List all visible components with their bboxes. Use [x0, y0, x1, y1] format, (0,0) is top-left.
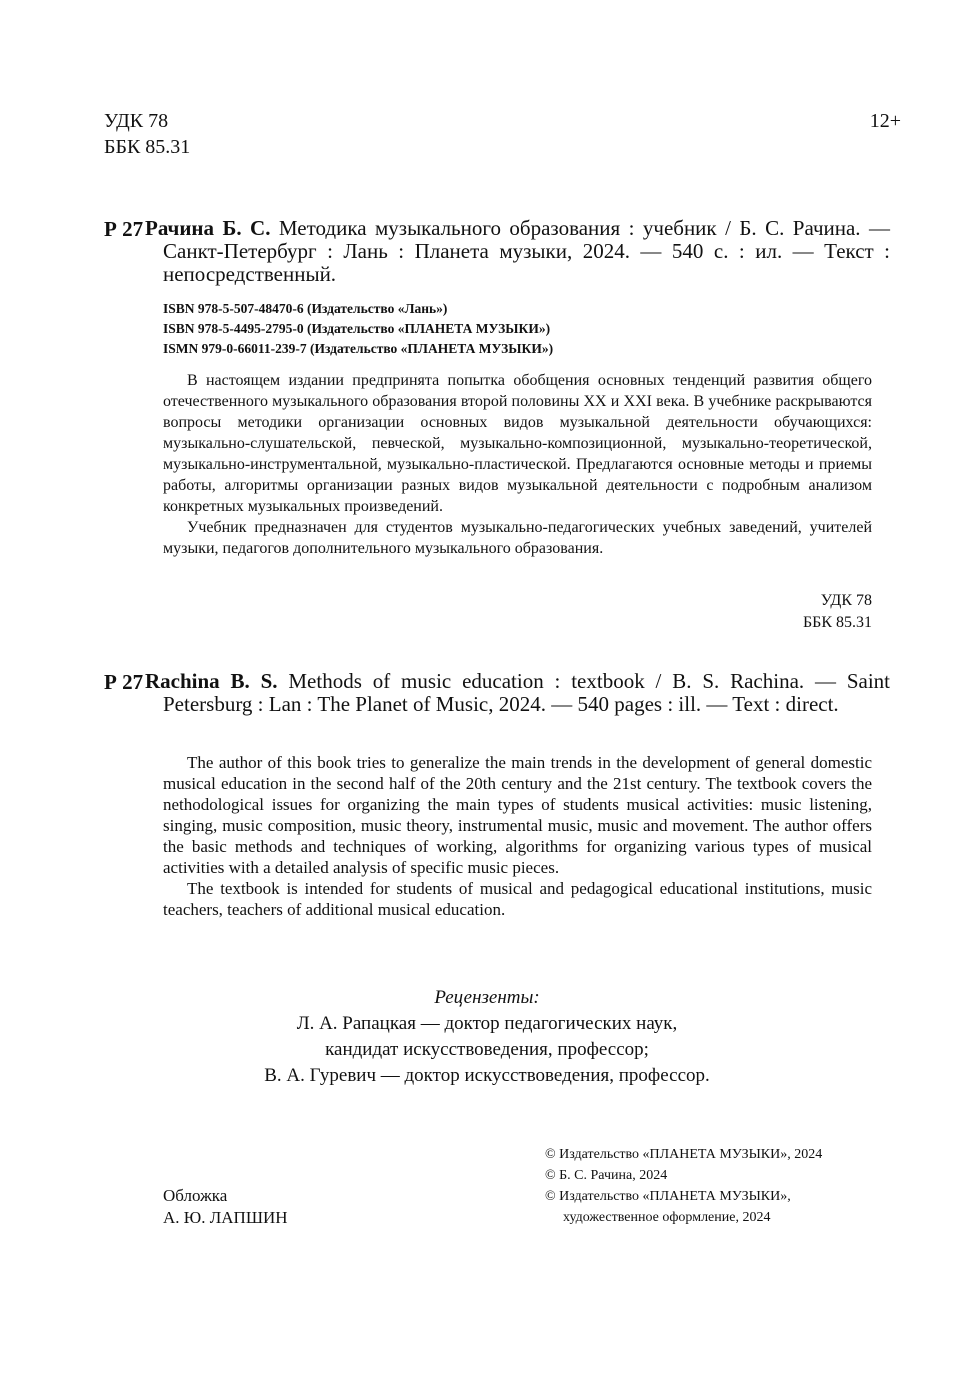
ru-entry-codes [803, 590, 872, 634]
en-citation-text: Methods of music education : textbook / B. S. Rachina. — Saint Petersburg : Lan : The Planet of Music, 2024. — 540 pages : ill. — Text : direct. [163, 669, 890, 716]
bbk-code: ББК 85.31 [104, 136, 191, 158]
reviewer-line: В. А. Гуревич — доктор искусствоведения, профессор. [264, 1065, 710, 1086]
isbn-lan: ISBN 978-5-507-48470-6 (Издательство «Лань») [163, 301, 448, 316]
ru-bbk-code: ББК 85.31 [802, 614, 872, 631]
reviewers-heading: Рецензенты: [434, 987, 540, 1008]
ru-udk-code: УДК 78 [820, 592, 872, 609]
en-abstract [163, 752, 872, 920]
ru-citation [145, 217, 890, 286]
reviewers-block [163, 985, 811, 1089]
cover-label: Обложка [163, 1186, 228, 1205]
en-entry-code: Р 27 [104, 670, 144, 694]
ru-citation-text: Методика музыкального образования : учебник / Б. С. Рачина. — Санкт-Петербург : Лань : Планета музыки, 2024. — 540 с. : ил. — Текст : непосредственный. [163, 216, 890, 286]
cover-credit [163, 1185, 288, 1229]
cover-artist: А. Ю. ЛАПШИН [163, 1208, 288, 1227]
en-citation [145, 670, 890, 716]
ismn-planet: ISMN 979-0-66011-239-7 (Издательство «ПЛАНЕТА МУЗЫКИ») [163, 341, 554, 356]
isbn-planet: ISBN 978-5-4495-2795-0 (Издательство «ПЛАНЕТА МУЗЫКИ») [163, 321, 551, 336]
copyright-line: © Издательство «ПЛАНЕТА МУЗЫКИ», 2024 [545, 1147, 823, 1162]
en-author: Rachina B. S. [145, 669, 278, 693]
en-abstract-para: The author of this book tries to generalize the main trends in the development of general domestic musical education in the second half of the 20th century and the 21st century. The textbook covers the nethodological issues for organizing the main types of students musical activities: music listening, singing, music composition, music theory, instrumental music, music and movement. The author offers the basic methods and techniques of working, algorithms for organizing various types of musical activities with a detailed analysis of specific music pieces. [163, 753, 872, 877]
reviewer-line: Л. А. Рапацкая — доктор педагогических наук, [296, 1013, 678, 1034]
ru-abstract-para: В настоящем издании предпринята попытка обобщения основных тенденций развития общего отечественного музыкального образования второй половины XX и XXI века. В учебнике раскрываются вопросы методики организации основных видов музыкальной деятельности обучающихся: музыкально-слушательской, певческой, музыкально-композиционной, музыкально-теоретической, музыкально-инструментальной, музыкально-пластической. Предлагаются основные методы и приемы работы, алгоритмы организации разных видов музыкальной деятельности с подробным анализом конкретных музыкальных произведений. [163, 372, 872, 515]
isbn-list [163, 299, 553, 359]
ru-entry-code: Р 27 [104, 217, 144, 241]
ru-abstract [163, 370, 872, 559]
classification-codes [104, 108, 190, 160]
en-abstract-para: The textbook is intended for students of musical and pedagogical educational institutions, music teachers, teachers of additional musical education. [163, 879, 872, 919]
udk-code: УДК 78 [104, 110, 169, 132]
copyright-line: © Б. С. Рачина, 2024 [545, 1168, 668, 1183]
copyright-block [545, 1144, 822, 1228]
age-rating: 12+ [869, 110, 901, 132]
ru-abstract-para: Учебник предназначен для студентов музыкально-педагогических учебных заведений, учителей музыки, педагогов дополнительного музыкального образования. [163, 519, 872, 557]
copyright-line: художественное оформление, 2024 [563, 1210, 771, 1225]
ru-author: Рачина Б. С. [145, 216, 271, 240]
reviewer-line: кандидат искусствоведения, профессор; [325, 1039, 649, 1060]
copyright-line: © Издательство «ПЛАНЕТА МУЗЫКИ», [545, 1189, 791, 1204]
